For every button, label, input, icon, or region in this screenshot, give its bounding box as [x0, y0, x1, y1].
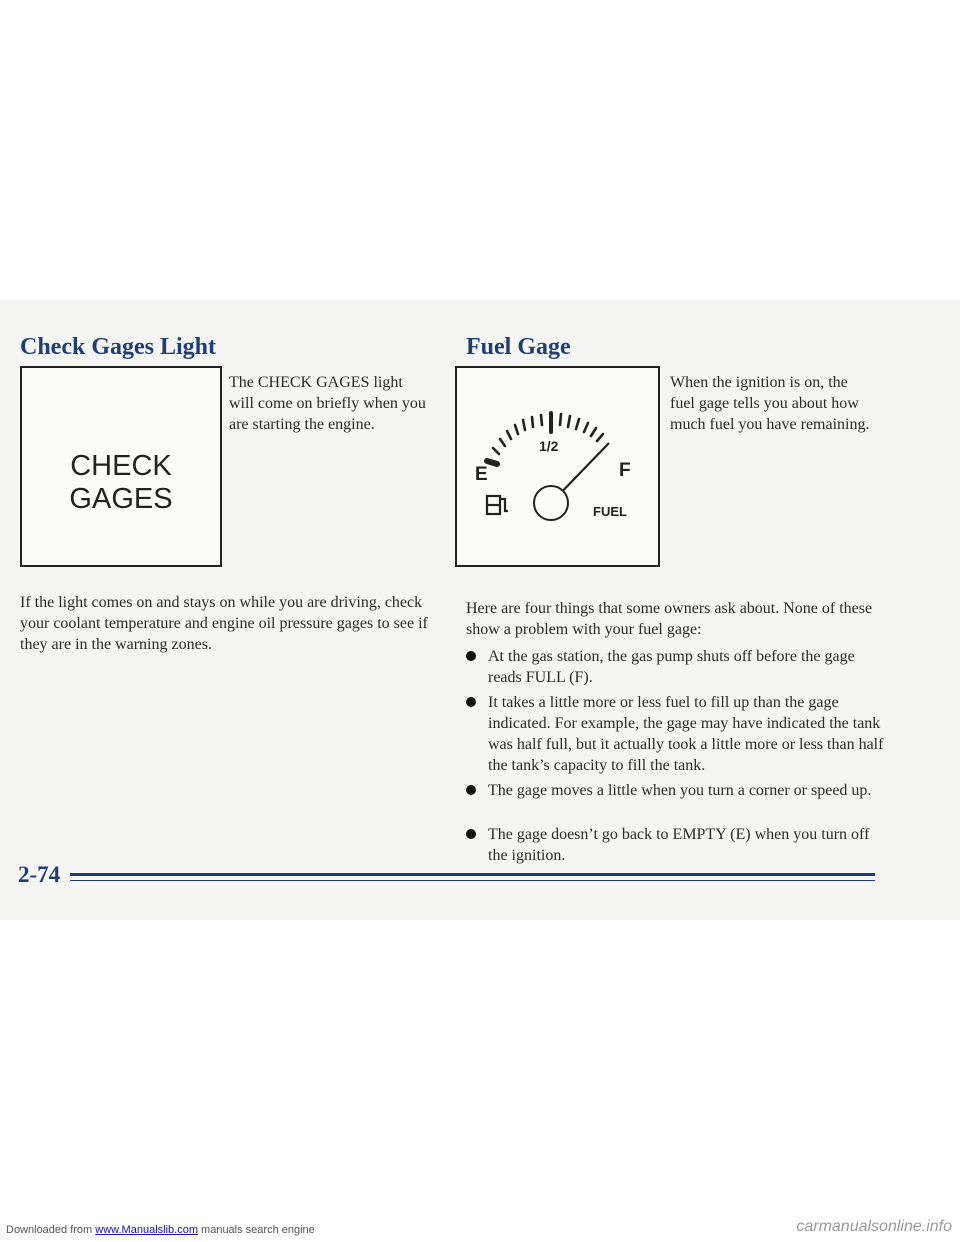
- bullet-text: It takes a little more or less fuel to fill up than the gage indicated. For example, the gage may have indicated the tank was half full, but it actually took a little more or less than half the tank’s capacity to fill the tank.: [488, 694, 884, 774]
- gauge-empty-mark: [487, 461, 497, 464]
- gauge-empty-label: E: [475, 464, 488, 485]
- check-gages-side-text: The CHECK GAGES light will come on briefly when you are starting the engine.: [229, 374, 426, 433]
- bullet-dot-icon: [466, 829, 476, 839]
- bullet-text: The gage doesn’t go back to EMPTY (E) when you turn off the ignition.: [488, 826, 870, 864]
- bullet-dot-icon: [466, 651, 476, 661]
- fuel-gage-side-text: When the ignition is on, the fuel gage tells you about how much fuel you have remaining.: [670, 374, 870, 433]
- gauge-half-label: 1/2: [539, 438, 559, 454]
- footer-suffix: manuals search engine: [197, 1224, 315, 1236]
- bullet-dot-icon: [466, 697, 476, 707]
- download-footer: [6, 1224, 315, 1236]
- check-gages-body: If the light comes on and stays on while you are driving, check your coolant temperature and engine oil pressure gages to see if they are in the warning zones.: [20, 594, 428, 653]
- indicator-line-1: CHECK: [70, 450, 172, 482]
- fuel-gage-intro: Here are four things that some owners ask about. None of these show a problem with your fuel gage:: [466, 600, 873, 638]
- bullet-text: At the gas station, the gas pump shuts off before the gage reads FULL (F).: [488, 648, 855, 686]
- bullet-dot-icon: [466, 785, 476, 795]
- footer-prefix: Downloaded from: [6, 1224, 96, 1236]
- indicator-line-2: GAGES: [69, 483, 173, 515]
- check-gages-indicator: [20, 366, 222, 567]
- gauge-full-label: F: [619, 460, 631, 481]
- watermark: carmanualsonline.info: [796, 1218, 952, 1235]
- fuel-gauge-dial: [457, 368, 658, 565]
- fuel-pump-icon: [487, 496, 508, 514]
- bullet-text: The gage moves a little when you turn a corner or speed up.: [488, 782, 872, 799]
- fuel-gage-illustration: [455, 366, 660, 567]
- check-gages-heading: Check Gages Light: [20, 334, 217, 360]
- fuel-gage-heading: Fuel Gage: [466, 334, 571, 360]
- manualslib-link[interactable]: www.Manualslib.com: [95, 1224, 198, 1236]
- footer-rule: [70, 873, 875, 876]
- gauge-fuel-label: FUEL: [593, 504, 627, 519]
- footer-rule-thin: [70, 880, 875, 881]
- gauge-hub: [534, 486, 568, 520]
- page-number: 2-74: [18, 862, 61, 887]
